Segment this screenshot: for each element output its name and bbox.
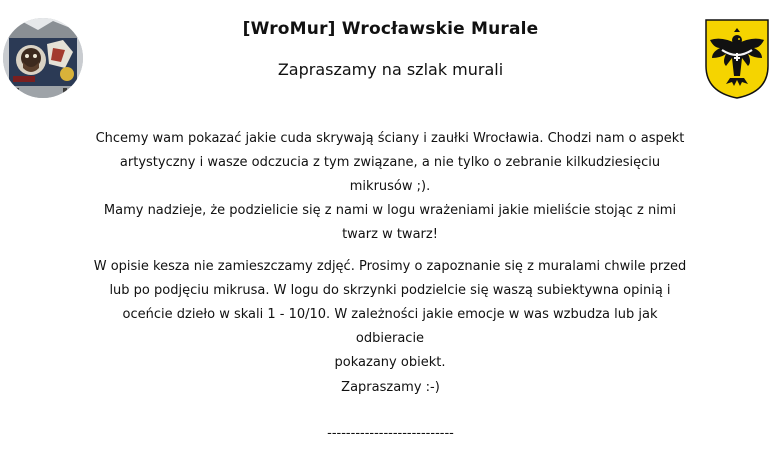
text-line: pokazany obiekt.: [334, 355, 446, 370]
page-subtitle: Zapraszamy na szlak murali: [277, 60, 504, 79]
text-line: lub po podjęciu mikrusa. W logu do skrzynki podzielcie się waszą subiektywna opinią i: [109, 283, 671, 298]
text-line: oceńcie dzieło w skali 1 - 10/10. W zależności jakie emocje w was wzbudza lub jak odbieracie: [122, 307, 658, 346]
text-line: Mamy nadzieje, że podzielicie się z nami w logu wrażeniami jakie mieliście stojąc z nimi: [103, 203, 677, 218]
instructions-paragraph: [90, 255, 690, 375]
intro-paragraph: [90, 127, 690, 247]
text-line: artystyczny i wasze odczucia z tym związane, a nie tylko o zebranie kilkudziesięciu mikrusów ;).: [119, 155, 661, 194]
text-line: twarz w twarz!: [342, 227, 438, 242]
page-title: [WroMur] Wrocławskie Murale: [242, 19, 539, 39]
closing-text: Zapraszamy :-): [341, 380, 440, 395]
text-line: Chcemy wam pokazać jakie cuda skrywają ściany i zaułki Wrocławia. Chodzi nam o aspekt: [95, 131, 685, 146]
divider-line: ---------------------------: [327, 426, 454, 441]
text-line: W opisie kesza nie zamieszczamy zdjęć. Prosimy o zapoznanie się z muralami chwile przed: [93, 259, 687, 274]
